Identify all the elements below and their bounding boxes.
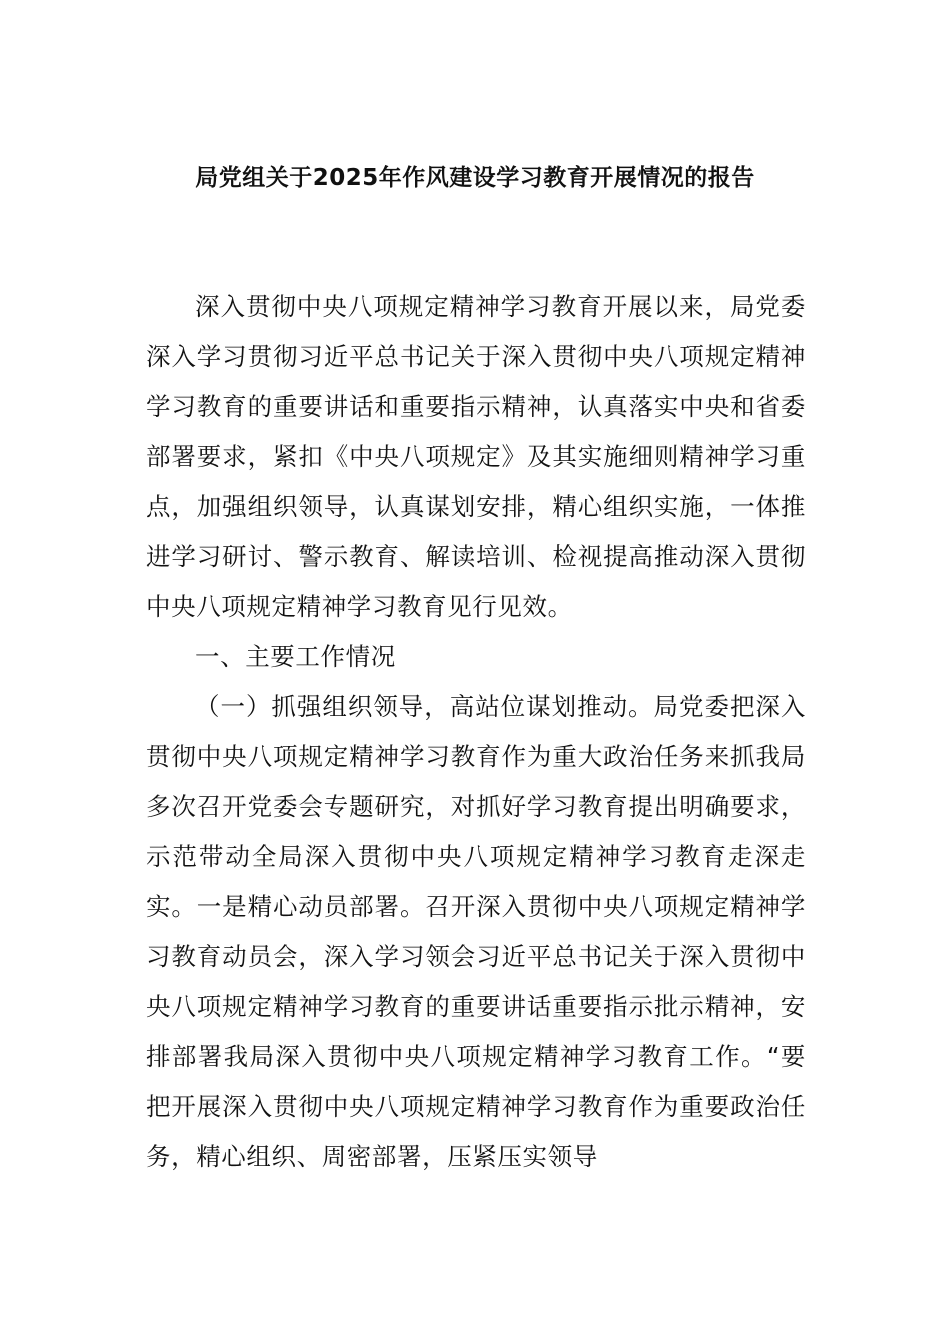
document-title: 局党组关于2025年作风建设学习教育开展情况的报告 [195,165,755,191]
document-body [146,282,806,1182]
body-paragraph: （一）抓强组织领导，高站位谋划推动。局党委把深入贯彻中央八项规定精神学习教育作为重大政治任务来抓我局多次召开党委会专题研究，对抓好学习教育提出明确要求，示范带动全局深入贯彻中央八项规定精神学习教育走深走实。一是精心动员部署。召开深入贯彻中央八项规定精神学习教育动员会，深入学习领会习近平总书记关于深入贯彻中央八项规定精神学习教育的重要讲话重要指示批示精神，安排部署我局深入贯彻中央八项规定精神学习教育工作。“要把开展深入贯彻中央八项规定精神学习教育作为重要政治任务，精心组织、周密部署，压紧压实领导 [146,692,806,1171]
section-heading: 一、主要工作情况 [195,642,396,671]
intro-paragraph: 深入贯彻中央八项规定精神学习教育开展以来，局党委深入学习贯彻习近平总书记关于深入贯彻中央八项规定精神学习教育的重要讲话和重要指示精神，认真落实中央和省委部署要求，紧扣《中央八项规定》及其实施细则精神学习重点，加强组织领导，认真谋划安排，精心组织实施，一体推进学习研讨、警示教育、解读培训、检视提高推动深入贯彻中央八项规定精神学习教育见行见效。 [146,292,806,621]
